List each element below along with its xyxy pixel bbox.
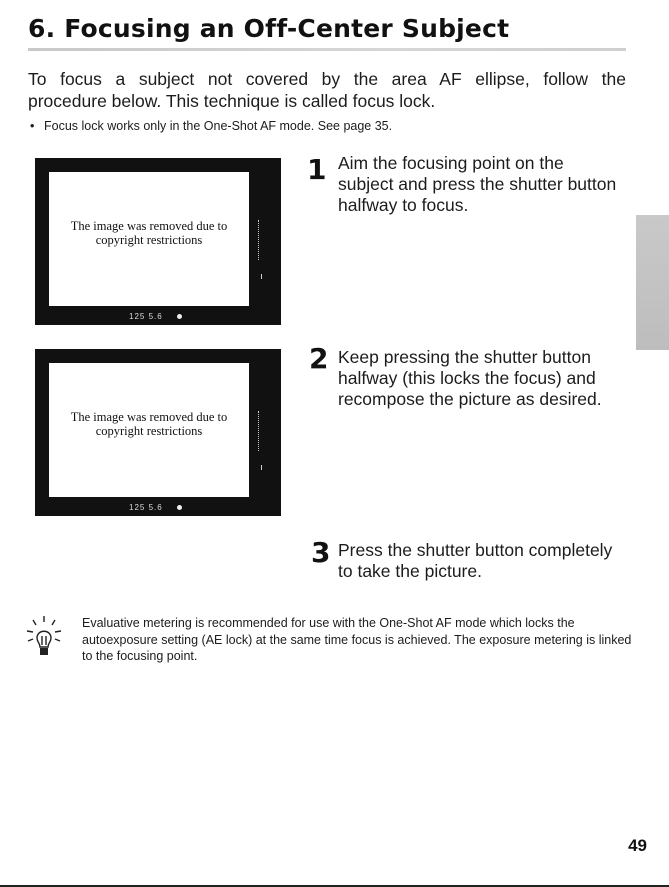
scale-marker — [261, 465, 262, 470]
title-underline — [28, 48, 626, 51]
scale-marker — [261, 274, 262, 279]
shutter-aperture-readout: 125 5.6 — [129, 503, 163, 512]
intro-line-1: To focus a subject not covered by the area AF ellipse, follow the — [28, 69, 626, 89]
caption-line-1: The image was removed due to — [70, 219, 228, 233]
section-number: 6. — [28, 14, 56, 43]
removed-image-placeholder — [49, 363, 249, 497]
step-text-3: Press the shutter button completely to take the picture. — [338, 540, 613, 581]
focus-confirmation-icon — [177, 505, 182, 510]
tip-text: Evaluative metering is recommended for use with the One-Shot AF mode which locks the autoexposure setting (AE lock) at the same time focus is achieved. The exposure metering is linked to the focusing point. — [82, 616, 632, 663]
caption-line-1: The image was removed due to — [70, 410, 228, 424]
image-caption — [49, 219, 249, 247]
lightbulb-icon — [24, 614, 66, 663]
chapter-tab — [636, 215, 669, 350]
step-number-2: 2 — [309, 342, 329, 375]
caption-line-2: copyright restrictions — [95, 424, 203, 438]
removed-image-placeholder — [49, 172, 249, 306]
bullet-text: Focus lock works only in the One-Shot AF mode. See page 35. — [44, 119, 393, 133]
section-title: Focusing an Off-Center Subject — [64, 14, 510, 43]
viewfinder-info — [129, 503, 182, 512]
step-text-2: Keep pressing the shutter button halfway (this locks the focus) and recompose the picture as desired. — [338, 347, 602, 409]
bullet-note — [30, 119, 392, 133]
page-number: 49 — [628, 836, 647, 855]
page-title — [28, 14, 509, 43]
exposure-scale — [258, 411, 263, 451]
intro-line-2: procedure below. This technique is called focus lock. — [28, 91, 436, 111]
image-caption — [49, 410, 249, 438]
viewfinder-info — [129, 312, 182, 321]
focus-confirmation-icon — [177, 314, 182, 319]
viewfinder-image-2 — [35, 349, 281, 516]
exposure-scale — [258, 220, 263, 260]
bullet-symbol: • — [30, 119, 35, 133]
step-text-1: Aim the focusing point on the subject and press the shutter button halfway to focus. — [338, 153, 617, 215]
shutter-aperture-readout: 125 5.6 — [129, 312, 163, 321]
step-number-3: 3 — [311, 536, 331, 569]
viewfinder-image-1 — [35, 158, 281, 325]
caption-line-2: copyright restrictions — [95, 233, 203, 247]
step-number-1: 1 — [307, 153, 327, 186]
